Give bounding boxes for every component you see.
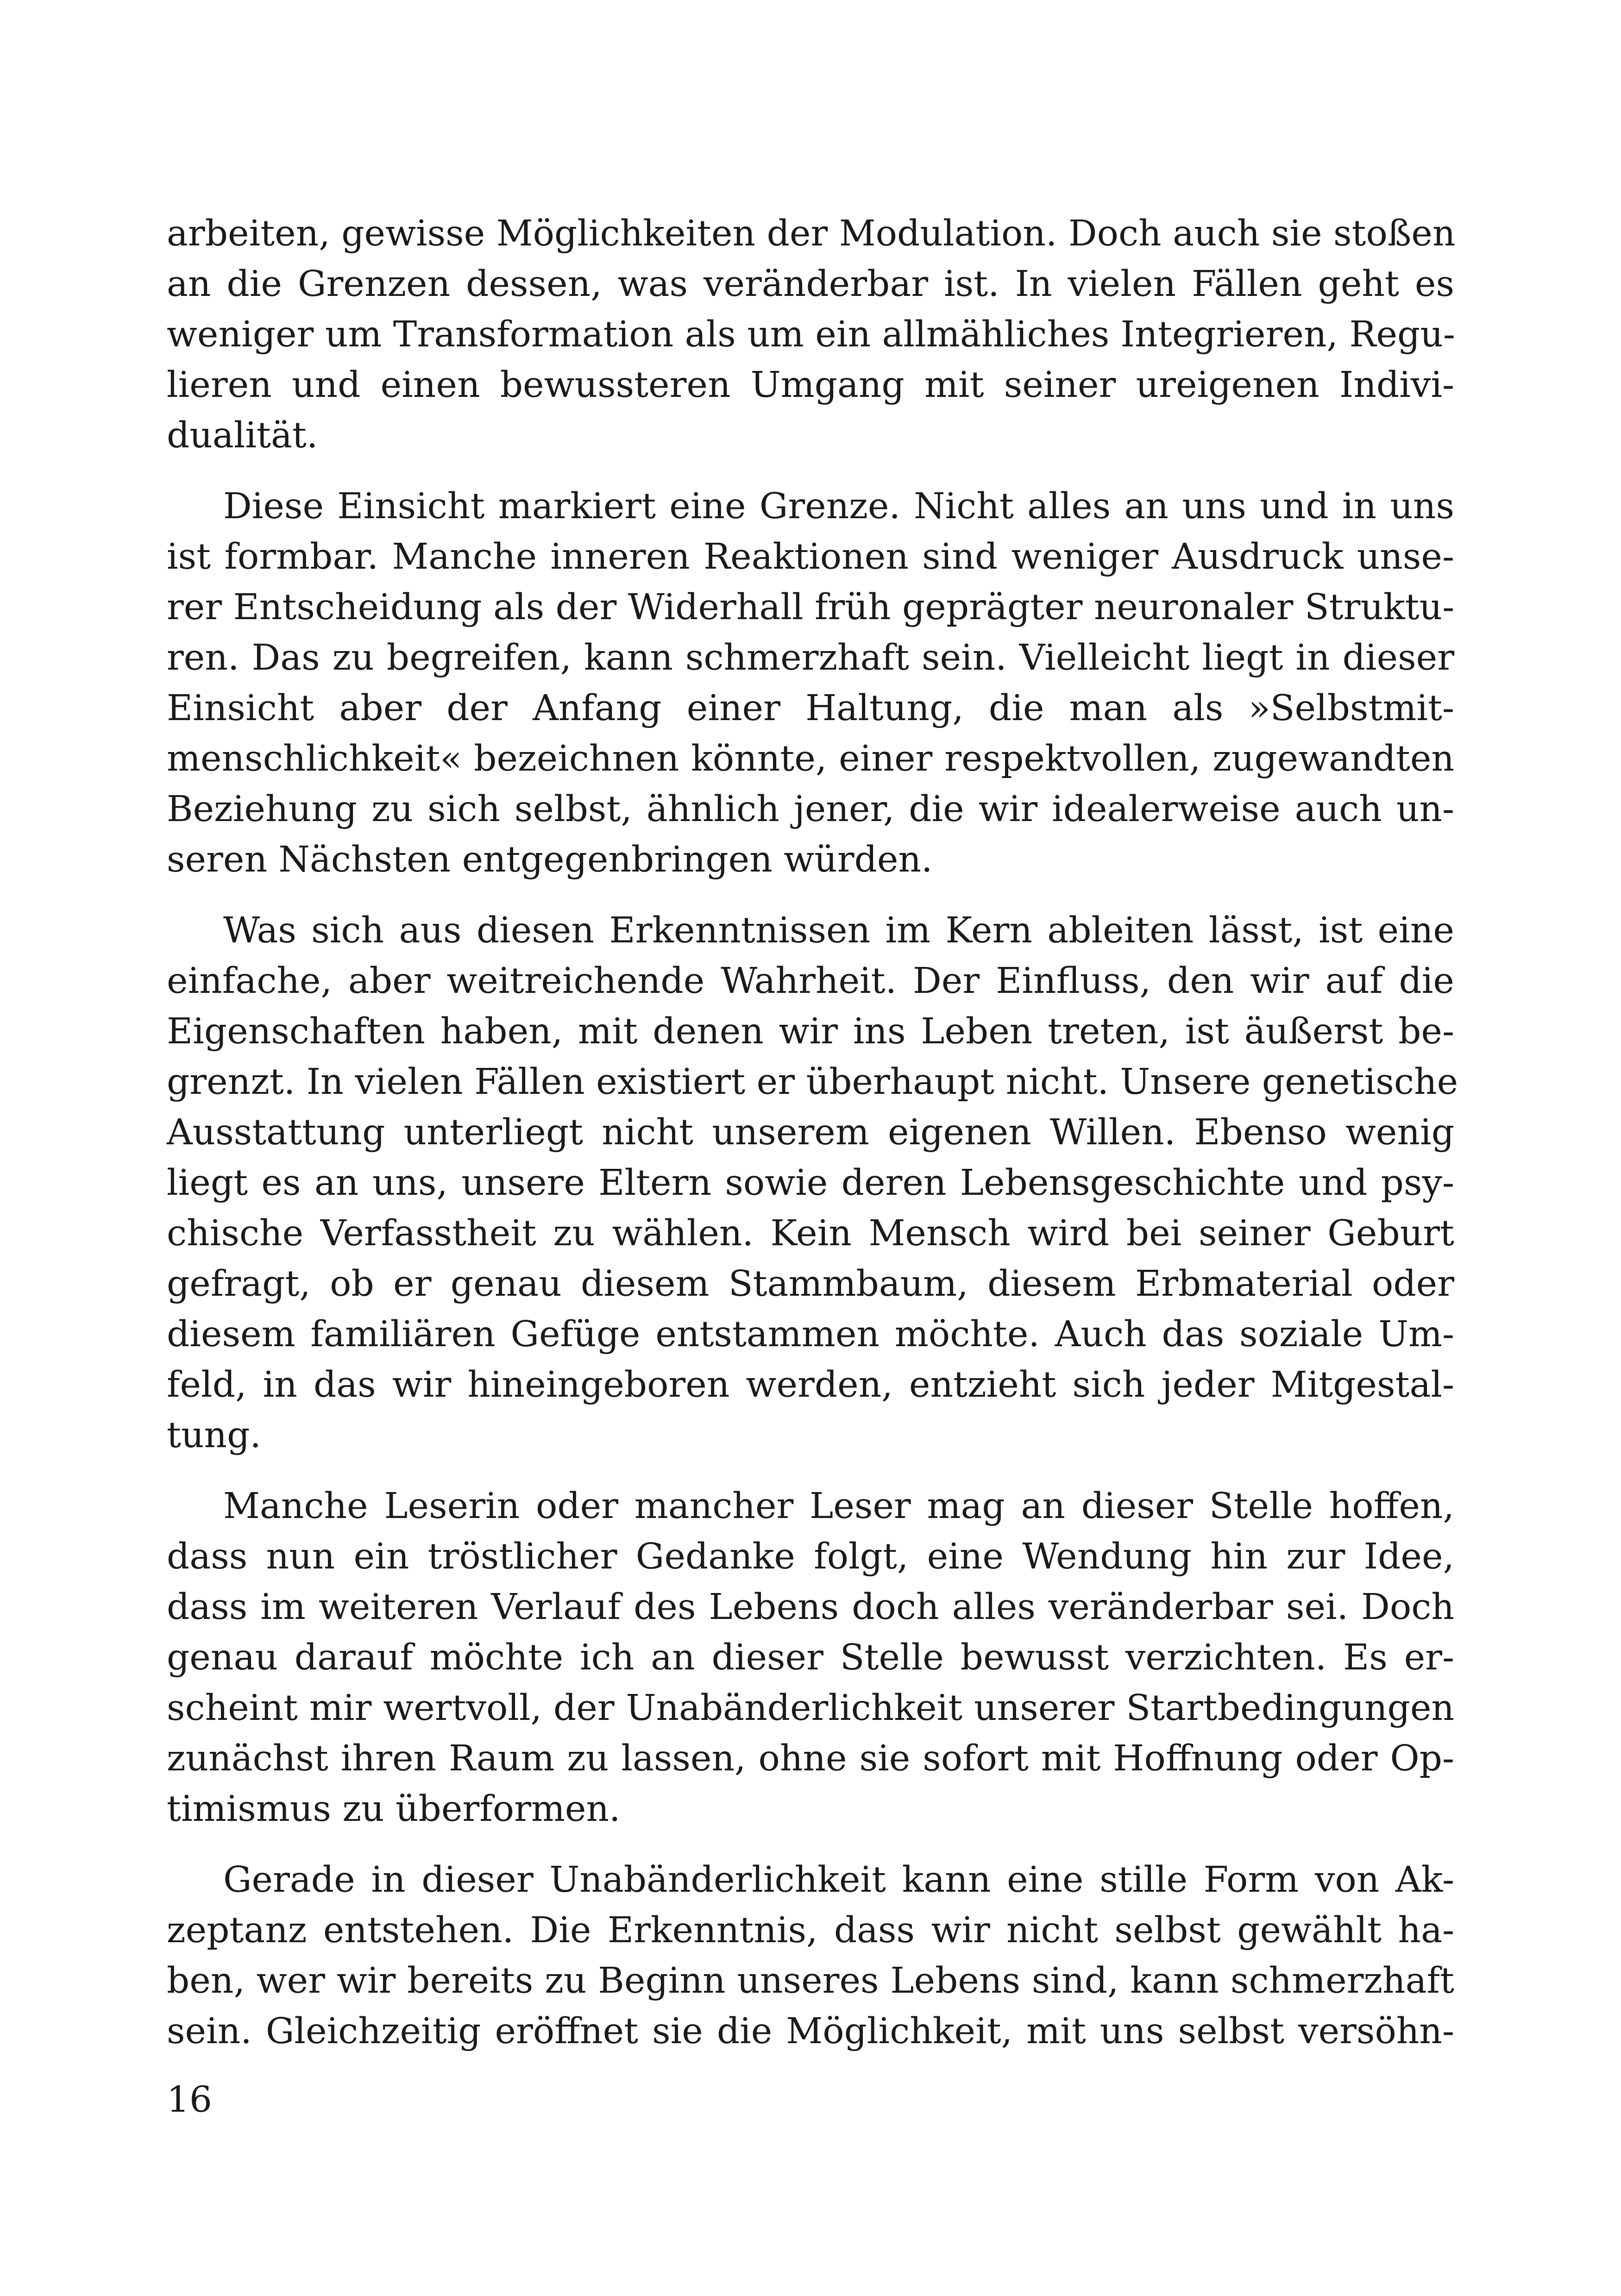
text-line: weniger um Transformation als um ein allmähliches Integrieren, Regu-	[167, 314, 1455, 355]
text-line: Gerade in dieser Unabänderlichkeit kann eine stille Form von Ak-	[223, 1859, 1454, 1901]
paragraph	[167, 1481, 1454, 1834]
text-line: sein. Gleichzeitig eröffnet sie die Möglichkeit, mit uns selbst versöhn-	[167, 2011, 1454, 2052]
text-line: arbeiten, gewisse Möglichkeiten der Modulation. Doch auch sie stoßen	[167, 213, 1456, 254]
text-line: scheint mir wertvoll, der Unabänderlichkeit unserer Startbedingungen	[167, 1687, 1454, 1729]
text-line: Eigenschaften haben, mit denen wir ins Leben treten, ist äußerst be-	[167, 1011, 1454, 1052]
text-line: Was sich aus diesen Erkenntnissen im Kern ableiten lässt, ist eine	[223, 910, 1454, 951]
paragraph	[167, 208, 1454, 461]
text-line: zeptanz entstehen. Die Erkenntnis, dass wir nicht selbst gewählt ha-	[167, 1910, 1454, 1951]
text-line: einfache, aber weitreichende Wahrheit. Der Einfluss, den wir auf die	[167, 960, 1454, 1002]
text-line: diesem familiären Gefüge entstammen möchte. Auch das soziale Um-	[167, 1314, 1454, 1355]
text-line: Einsicht aber der Anfang einer Haltung, die man als »Selbstmit-	[167, 688, 1454, 729]
text-line: timismus zu überformen.	[167, 1788, 621, 1830]
text-line: tung.	[167, 1415, 261, 1456]
text-line: chische Verfasstheit zu wählen. Kein Mensch wird bei seiner Geburt	[167, 1213, 1454, 1254]
text-line: genau darauf möchte ich an dieser Stelle bewusst verzichten. Es er-	[167, 1637, 1454, 1678]
text-line: seren Nächsten entgegenbringen würden.	[167, 839, 933, 880]
text-line: menschlichkeit« bezeichnen könnte, einer respektvollen, zugewandten	[167, 738, 1454, 779]
paragraph	[167, 905, 1458, 1461]
text-line: Beziehung zu sich selbst, ähnlich jener, die wir idealerweise auch un-	[167, 789, 1454, 830]
text-line: grenzt. In vielen Fällen existiert er überhaupt nicht. Unsere genetische	[167, 1061, 1458, 1103]
paragraph	[167, 1855, 1454, 2057]
text-line: zunächst ihren Raum zu lassen, ohne sie sofort mit Hoffnung oder Op-	[167, 1738, 1454, 1779]
text-line: Manche Leserin oder mancher Leser mag an dieser Stelle hoffen,	[223, 1486, 1454, 1527]
paragraph	[167, 481, 1454, 885]
text-line: Ausstattung unterliegt nicht unserem eigenen Willen. Ebenso wenig	[167, 1112, 1454, 1153]
text-line: ren. Das zu begreifen, kann schmerzhaft sein. Vielleicht liegt in dieser	[167, 637, 1454, 678]
text-line: Diese Einsicht markiert eine Grenze. Nicht alles an uns und in uns	[223, 486, 1454, 527]
text-line: an die Grenzen dessen, was veränderbar ist. In vielen Fällen geht es	[167, 263, 1454, 305]
page-number: 16	[167, 2079, 212, 2120]
text-line: ist formbar. Manche inneren Reaktionen sind weniger Ausdruck unse-	[167, 536, 1454, 577]
text-line: dass nun ein tröstlicher Gedanke folgt, eine Wendung hin zur Idee,	[167, 1536, 1454, 1577]
body-text	[167, 208, 1458, 2077]
text-line: lieren und einen bewussteren Umgang mit seiner ureigenen Indivi-	[167, 364, 1454, 406]
text-line: gefragt, ob er genau diesem Stammbaum, diesem Erbmaterial oder	[167, 1263, 1454, 1305]
text-line: dualität.	[167, 415, 318, 456]
text-line: dass im weiteren Verlauf des Lebens doch alles veränderbar sei. Doch	[167, 1587, 1454, 1628]
text-line: ben, wer wir bereits zu Beginn unseres Lebens sind, kann schmerzhaft	[167, 1960, 1454, 2001]
text-line: rer Entscheidung als der Widerhall früh geprägter neuronaler Struktu-	[167, 587, 1455, 628]
text-line: liegt es an uns, unsere Eltern sowie deren Lebensgeschichte und psy-	[167, 1162, 1454, 1204]
text-line: feld, in das wir hineingeboren werden, entzieht sich jeder Mitgestal-	[167, 1364, 1454, 1405]
